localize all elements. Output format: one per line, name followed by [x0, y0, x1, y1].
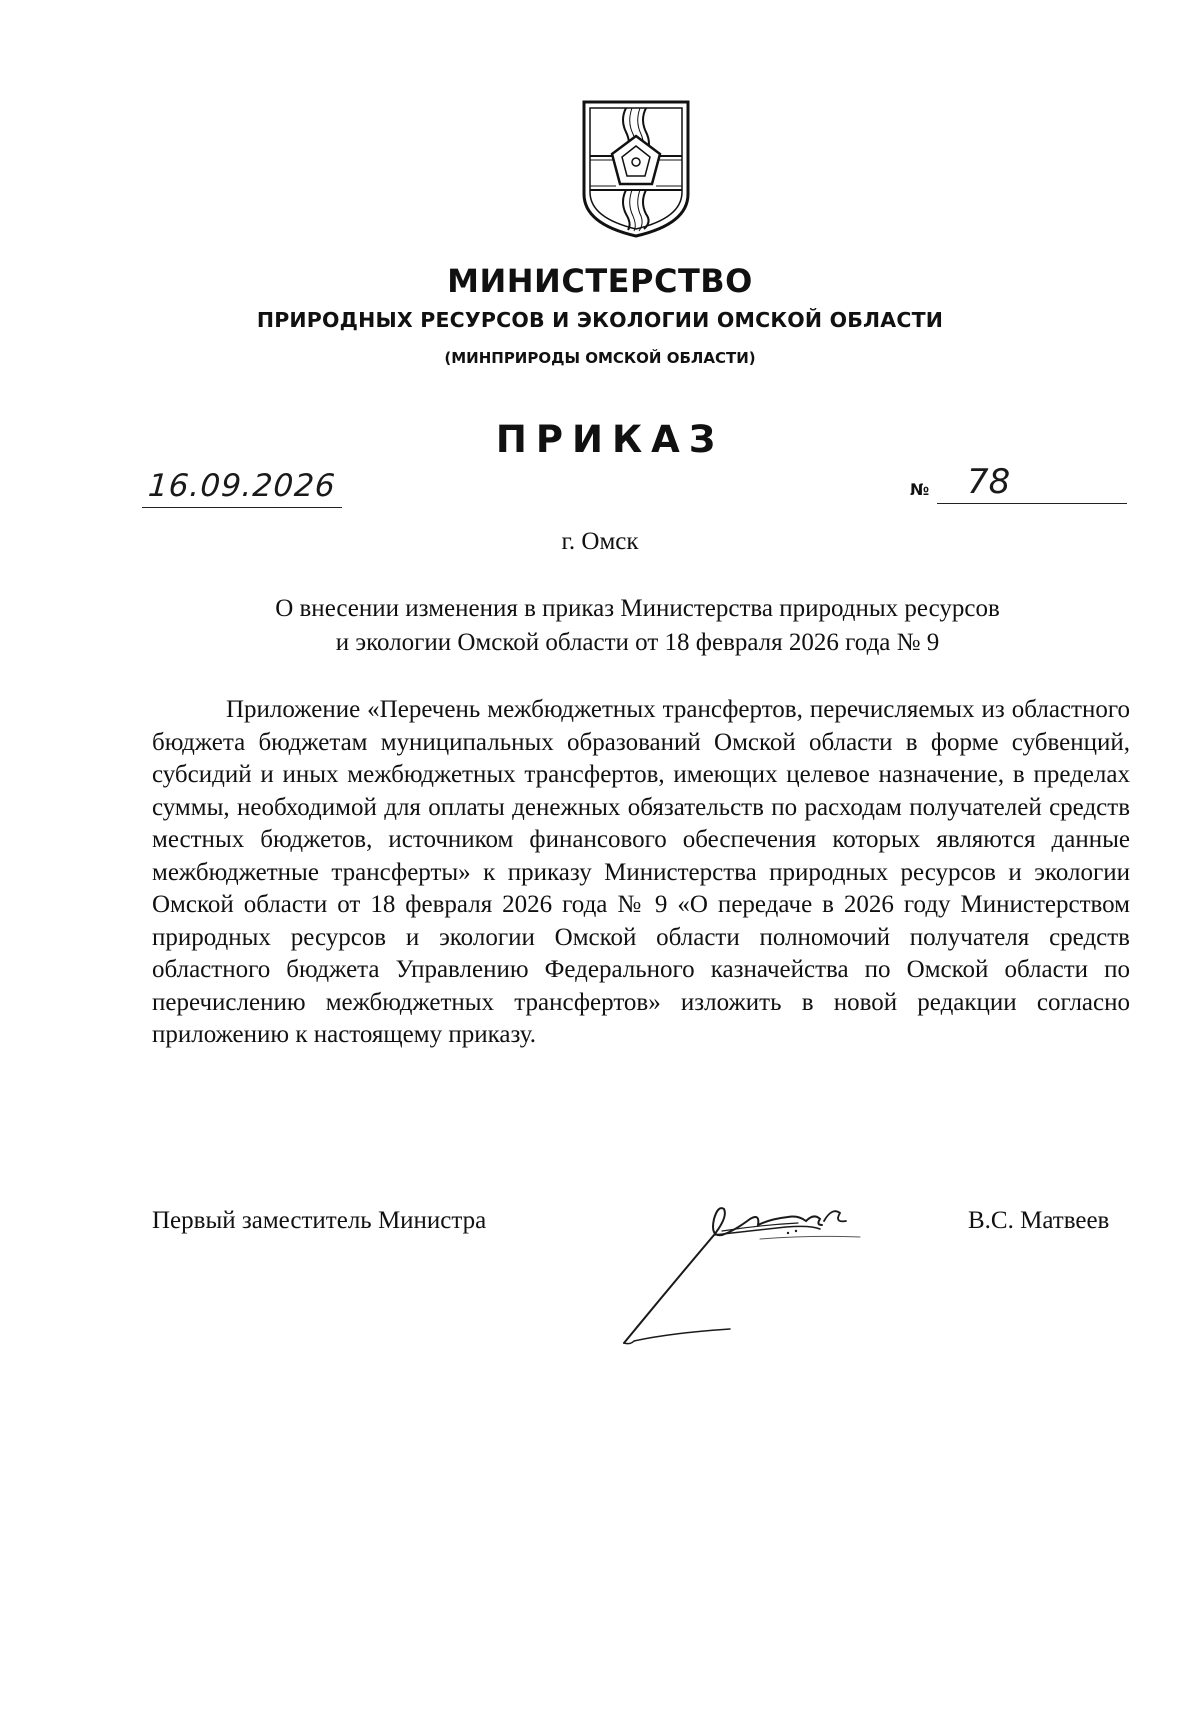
- number-underline: [937, 503, 1127, 504]
- subject-line-1: О внесении изменения в приказ Министерства природных ресурсов: [275, 595, 1000, 622]
- subject-line-2: и экологии Омской области от 18 февраля 2026 года № 9: [335, 629, 940, 656]
- document-body: Приложение «Перечень межбюджетных трансфертов, перечисляемых из областного бюджета бюджетам муниципальных образований Омской области в форме субвенций, субсидий и иных межбюджетных трансфертов, имеющих целевое назначение, в пределах суммы, необходимой для оплаты денежных обязательств по расходам получателей средств местных бюджетов, источником финансового обеспечения которых являются данные межбюджетные трансферты» к приказу Министерства природных ресурсов и экологии Омской области от 18 февраля 2026 года № 9 «О передаче в 2026 году Министерством природных ресурсов и экологии Омской области полномочий получателя средств областного бюджета Управлению Федерального казначейства по Омской области по перечислению межбюджетных трансфертов» изложить в новой редакции согласно приложению к настоящему приказу.: [152, 696, 1130, 1048]
- omsk-region-coat-of-arms-icon: [580, 98, 692, 240]
- signer-position: Первый заместитель Министра: [152, 1207, 487, 1234]
- ministry-short-name: (МИНПРИРОДЫ ОМСКОЙ ОБЛАСТИ): [444, 349, 756, 367]
- document-number: 78: [967, 462, 1011, 502]
- document-subject: [150, 592, 1125, 660]
- ministry-subtitle: ПРИРОДНЫХ РЕСУРСОВ И ЭКОЛОГИИ ОМСКОЙ ОБЛАСТИ: [256, 308, 944, 332]
- date-underline: [142, 507, 342, 508]
- ministry-title: МИНИСТЕРСТВО: [447, 262, 753, 300]
- handwritten-signature-icon: [610, 1195, 970, 1355]
- document-city: г. Омск: [561, 528, 639, 555]
- signer-name: В.С. Матвеев: [968, 1207, 1110, 1234]
- number-sign: №: [910, 480, 930, 499]
- document-type: ПРИКАЗ: [495, 418, 725, 461]
- document-date: 16.09.2026: [146, 468, 337, 504]
